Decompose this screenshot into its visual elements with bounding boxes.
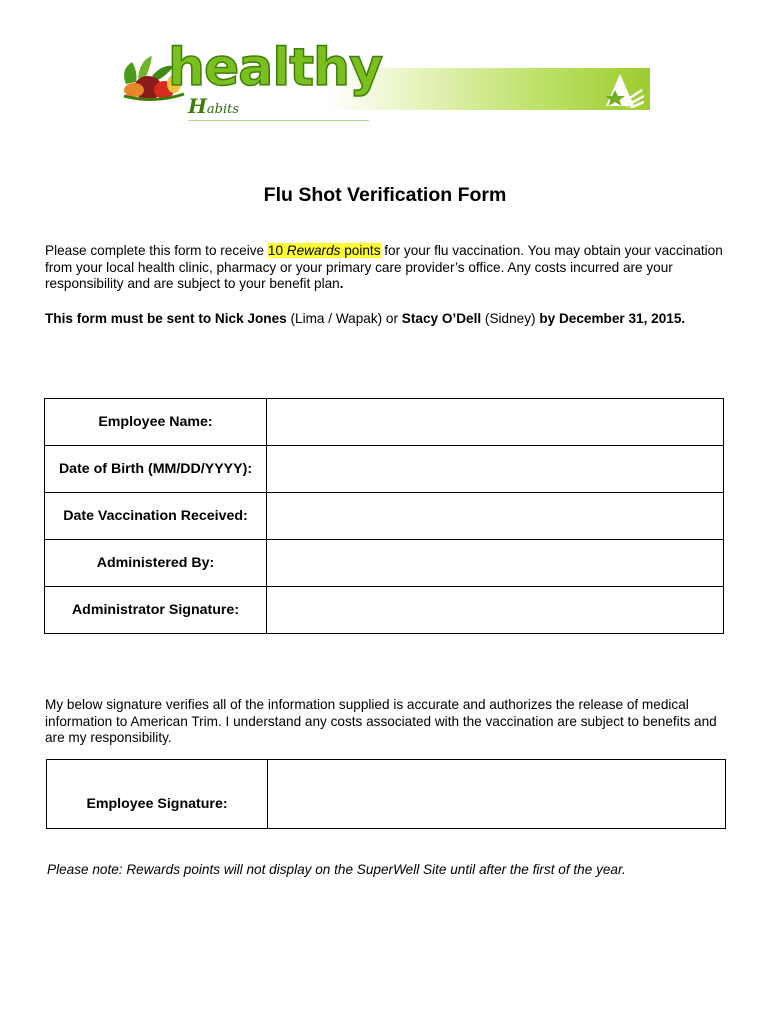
rewards-highlight xyxy=(268,243,381,258)
deadline-notice xyxy=(45,311,735,328)
logo-subtitle-cap: H xyxy=(188,94,207,118)
logo-subtitle-rest: abits xyxy=(206,102,240,117)
date-of-birth-field[interactable] xyxy=(267,446,724,493)
consent-paragraph: My below signature verifies all of the information supplied is accurate and authorizes the release of medical information to American Trim. I understand any costs associated with the vaccination are subject to benefits and are my responsibility. xyxy=(45,697,717,745)
employee-name-field[interactable] xyxy=(267,399,724,446)
intro-period: . xyxy=(339,276,344,291)
star-leaf-logo-icon xyxy=(600,72,644,108)
vaccination-date-field[interactable] xyxy=(267,493,724,540)
intro-text-end: for your flu vaccination. You may obtain your vaccination from your local health clinic, pharmacy or your primary care provider’s office. Any costs incurred are your responsibility and are subject to your benefit plan xyxy=(45,243,723,291)
administrator-signature-field[interactable] xyxy=(267,587,724,634)
employee-signature-label: Employee Signature: xyxy=(47,760,268,829)
table-row xyxy=(45,446,724,493)
table-row xyxy=(47,760,726,829)
intro-paragraph xyxy=(45,243,735,293)
notice-location-2: (Sidney) xyxy=(481,311,540,326)
table-row xyxy=(45,399,724,446)
vaccination-date-label: Date Vaccination Received: xyxy=(45,493,267,540)
logo-word: healthy xyxy=(168,38,382,98)
administered-by-label: Administered By: xyxy=(45,540,267,587)
logo-subtitle xyxy=(188,94,369,121)
employee-signature-table xyxy=(46,759,726,829)
notice-deadline: by December 31, 2015. xyxy=(539,311,686,326)
notice-contact-1: This form must be sent to Nick Jones xyxy=(45,311,287,326)
notice-contact-2: Stacy O’Dell xyxy=(401,311,482,326)
page-title: Flu Shot Verification Form xyxy=(263,184,507,206)
rewards-word: Rewards xyxy=(286,243,341,258)
administered-by-field[interactable] xyxy=(267,540,724,587)
table-row xyxy=(45,540,724,587)
notice-location-1: (Lima / Wapak) or xyxy=(286,311,402,326)
intro-text-start: Please complete this form to receive xyxy=(45,243,268,258)
employee-info-table xyxy=(44,398,724,634)
rewards-note: Please note: Rewards points will not display on the SuperWell Site until after the first of the year. xyxy=(47,862,626,877)
administrator-signature-label: Administrator Signature: xyxy=(45,587,267,634)
header-banner xyxy=(118,38,650,122)
employee-name-label: Employee Name: xyxy=(45,399,267,446)
date-of-birth-label: Date of Birth (MM/DD/YYYY): xyxy=(45,446,267,493)
rewards-points-word: points xyxy=(340,243,381,258)
employee-signature-field[interactable] xyxy=(268,760,726,829)
rewards-number: 10 xyxy=(267,243,287,258)
table-row xyxy=(45,493,724,540)
table-row xyxy=(45,587,724,634)
